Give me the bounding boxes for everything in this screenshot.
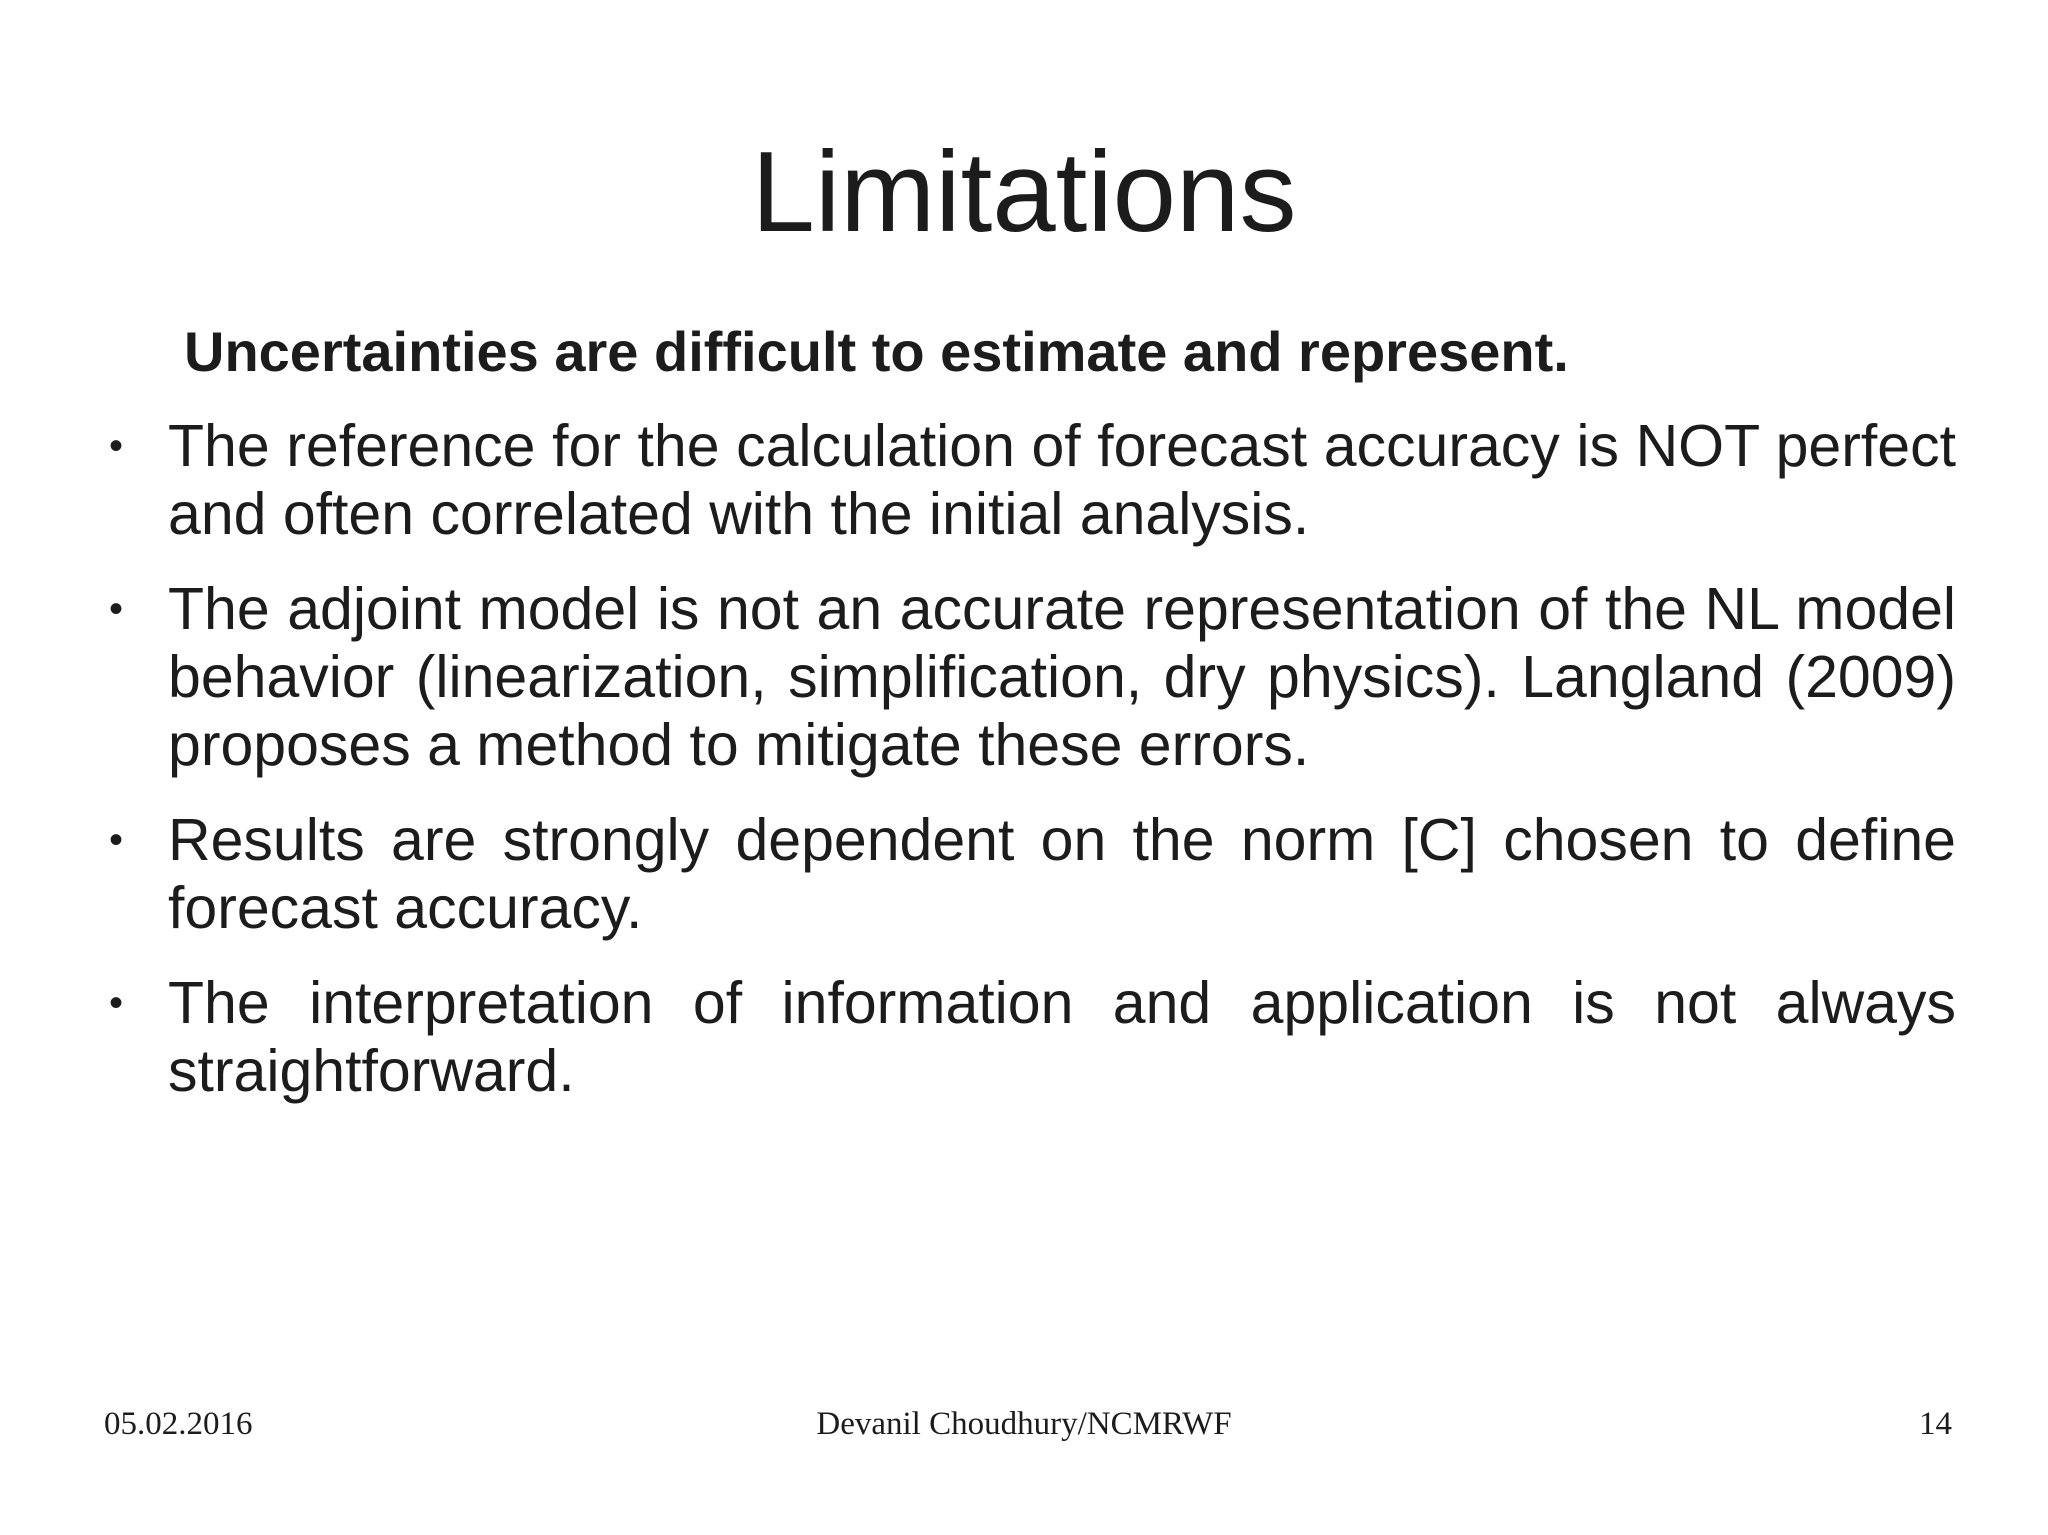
- bullet-item: [104, 806, 1956, 942]
- bullet-dot-icon: •: [108, 981, 123, 1025]
- bullet-list: [104, 412, 1956, 1132]
- bullet-dot-icon: •: [108, 818, 123, 862]
- bullet-item: [104, 412, 1956, 548]
- bullet-text: The adjoint model is not an accurate representation of the NL model behavior (linearization, simplification, dry physics). Langland (2009) proposes a method to mitigate these errors.: [168, 576, 1956, 778]
- bullet-text: Results are strongly dependent on the norm [C] chosen to define forecast accuracy.: [168, 807, 1956, 941]
- slide-subtitle: Uncertainties are difficult to estimate and represent.: [184, 320, 1569, 383]
- footer-author: Devanil Choudhury/NCMRWF: [816, 1406, 1232, 1442]
- footer-date: 05.02.2016: [104, 1406, 253, 1442]
- bullet-item: [104, 575, 1956, 779]
- bullet-item: [104, 969, 1956, 1105]
- slide-title: Limitations: [751, 129, 1297, 256]
- page-number: 14: [1919, 1406, 1952, 1442]
- bullet-text: The reference for the calculation of forecast accuracy is NOT perfect and often correlated with the initial analysis.: [168, 413, 1956, 547]
- bullet-dot-icon: •: [108, 424, 123, 468]
- bullet-text: The interpretation of information and application is not always straightforward.: [168, 970, 1956, 1104]
- bullet-dot-icon: •: [108, 587, 123, 631]
